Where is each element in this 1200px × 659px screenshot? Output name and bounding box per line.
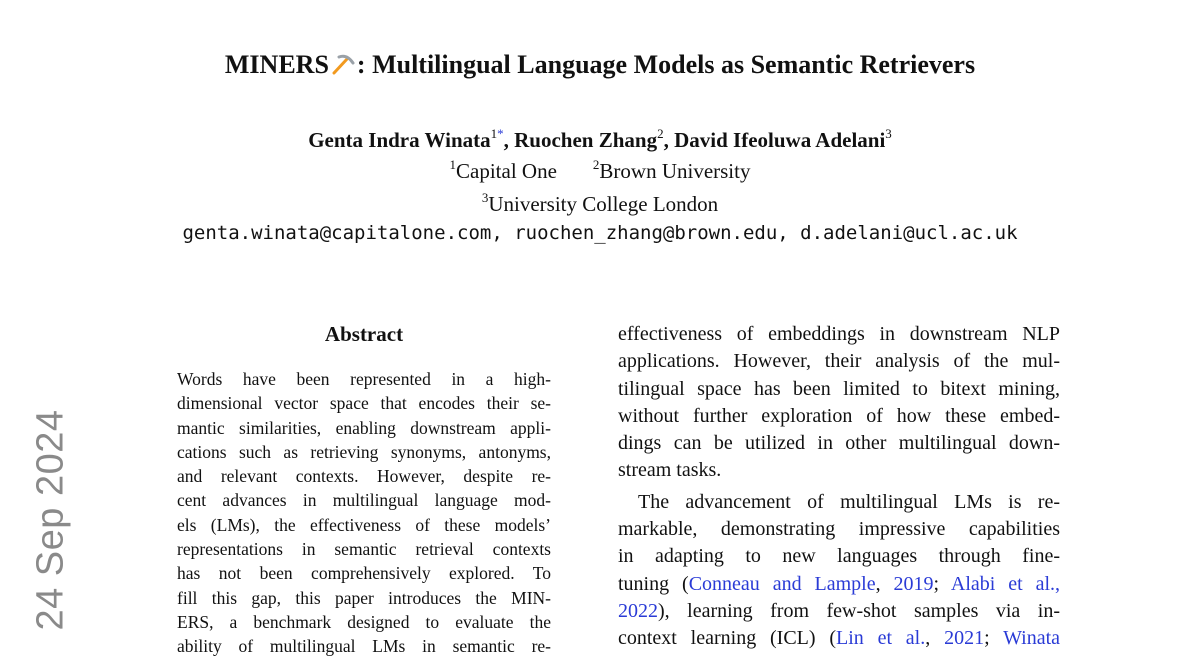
abstract-line: fill this gap, this paper introduces the MIN- [177, 587, 551, 608]
text-line: applications. However, their analysis of the mul- [618, 350, 1060, 373]
intro-paragraph-1 [618, 321, 1060, 485]
text-line: stream tasks. [618, 459, 722, 482]
text-line: effectiveness of embeddings in downstream NLP [618, 323, 1060, 345]
author-name: , David Ifeoluwa Adelani [663, 128, 886, 152]
affiliation-superscript: 1 [449, 157, 457, 172]
text-line: dings can be utilized in other multilingual down- [618, 432, 1060, 455]
intro-column [618, 321, 1060, 653]
abstract-line: Words have been represented in a high- [177, 369, 551, 389]
citation-link[interactable]: Winata [1003, 627, 1061, 650]
author-name: Genta Indra Winata [308, 128, 491, 152]
intro-paragraph-2 [618, 489, 1060, 653]
abstract-line: has not been comprehensively explored. To [177, 563, 551, 584]
text-line: tilingual space has been limited to bitext mining, [618, 377, 1060, 400]
arxiv-date-stamp: 24 Sep 2024 [29, 409, 72, 631]
author-superscript: 1 [490, 126, 498, 141]
affiliation-brown: Brown University [599, 159, 751, 183]
abstract-line: cations such as retrieving synonyms, antonyms, [177, 441, 551, 462]
citation-link[interactable]: Conneau and Lample [688, 572, 876, 595]
title-suffix: : Multilingual Language Models as Semantic Retrievers [356, 50, 976, 79]
citation-year-link[interactable]: 2022 [618, 599, 658, 622]
abstract-line: representations in semantic retrieval contexts [177, 539, 551, 560]
text-line: in adapting to new languages through fine- [618, 545, 1060, 568]
paper-title [0, 50, 1200, 80]
text-line: 2022), learning from few-shot samples via in- [618, 599, 1060, 622]
title-prefix: MINERS [224, 50, 329, 79]
citation-link[interactable]: Alabi et al., [950, 572, 1061, 595]
affiliation-superscript: 3 [481, 190, 489, 205]
abstract-line: dimensional vector space that encodes their se- [177, 393, 551, 414]
affiliation-ucl: University College London [488, 192, 719, 216]
text-line: tuning (Conneau and Lample, 2019; Alabi et al., [618, 572, 1061, 595]
abstract-body [177, 367, 551, 659]
text-line: context learning (ICL) (Lin et al., 2021; Winata [618, 627, 1061, 650]
citation-year-link[interactable]: 2019 [893, 572, 934, 595]
abstract-line: els (LMs), the effectiveness of these models’ [177, 514, 551, 535]
affiliation-capital-one: Capital One [456, 159, 557, 183]
affiliation-superscript: 2 [592, 157, 600, 172]
pickaxe-icon [330, 53, 356, 75]
author-superscript: 3 [885, 126, 892, 141]
corresponding-author-mark[interactable]: * [497, 126, 504, 141]
abstract-heading: Abstract [324, 322, 404, 346]
text-line: without further exploration of how these embed- [618, 404, 1060, 427]
affiliation-line [0, 192, 1200, 217]
text-line: markable, demonstrating impressive capabilities [618, 518, 1060, 541]
citation-year-link[interactable]: 2021 [944, 627, 985, 650]
citation-link[interactable]: Lin et al. [836, 627, 926, 650]
author-name: , Ruochen Zhang [503, 128, 658, 152]
author-emails: genta.winata@capitalone.com, ruochen_zhang@brown.edu, d.adelani@ucl.ac.uk [182, 222, 1018, 244]
abstract-line: mantic similarities, enabling downstream appli- [177, 417, 551, 438]
author-list [0, 128, 1200, 153]
text-line: The advancement of multilingual LMs is re- [638, 490, 1060, 513]
abstract-line: cent advances in multilingual language mod- [177, 490, 551, 511]
abstract-line: ERS, a benchmark designed to evaluate the [177, 611, 551, 632]
affiliation-line [0, 159, 1200, 184]
abstract-line: ability of multilingual LMs in semantic re- [177, 636, 551, 657]
author-superscript: 2 [657, 126, 664, 141]
abstract-line: and relevant contexts. However, despite re- [177, 466, 551, 487]
